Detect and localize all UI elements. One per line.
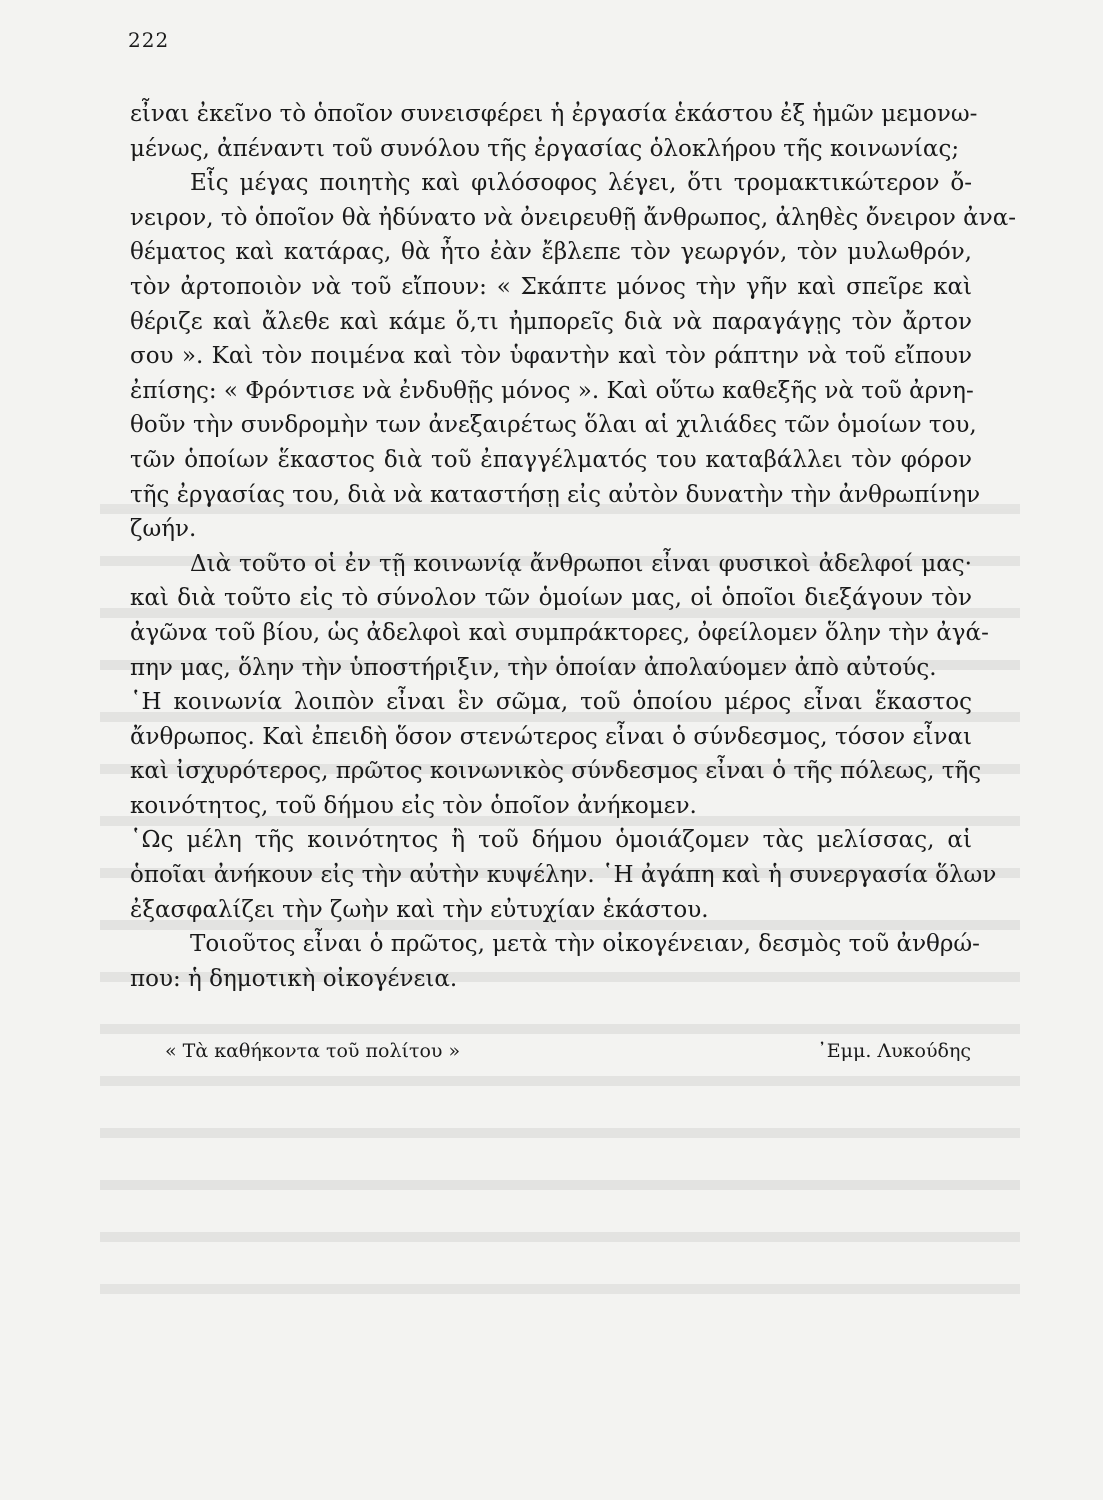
text-line: καὶ ἰσχυρότερος, πρῶτος κοινωνικὸς σύνδεσμος εἶναι ὁ τῆς πόλεως, τῆς	[130, 758, 982, 785]
paragraph	[130, 685, 982, 823]
text-line: Τοιοῦτος εἶναι ὁ πρῶτος, μετὰ τὴν οἰκογένειαν, δεσμὸς τοῦ ἀνθρώ-	[190, 931, 980, 958]
text-line: ἐπίσης: « Φρόντισε νὰ ἐνδυθῇς μόνος ». Καὶ οὕτω καθεξῆς νὰ τοῦ ἀρνη-	[130, 377, 974, 404]
author-name: ᾿Εμμ. Λυκούδης	[817, 1040, 971, 1062]
text-line: κοινότητος, τοῦ δήμου εἰς τὸν ὁποῖον ἀνήκομεν.	[130, 792, 697, 819]
body-text	[130, 97, 1016, 996]
text-line: Διὰ τοῦτο οἱ ἐν τῇ κοινωνίᾳ ἄνθρωποι εἶναι φυσικοὶ ἀδελφοί μας·	[190, 550, 972, 577]
text-line: τῶν ὁποίων ἕκαστος διὰ τοῦ ἐπαγγέλματός του καταβάλλει τὸν φόρον	[130, 446, 972, 473]
paragraph	[130, 823, 997, 927]
text-line: νειρον, τὸ ὁποῖον θὰ ἠδύνατο νὰ ὀνειρευθῇ ἄνθρωπος, ἀληθὲς ὄνειρον ἀνα-	[130, 204, 1016, 231]
text-line: μένως, ἀπέναντι τοῦ συνόλου τῆς ἐργασίας ὁλοκλήρου τῆς κοινωνίας;	[130, 135, 960, 162]
paragraph	[130, 97, 978, 166]
text-line: ἐξασφαλίζει τὴν ζωὴν καὶ τὴν εὐτυχίαν ἑκάστου.	[130, 896, 709, 923]
source-title: « Τὰ καθήκοντα τοῦ πολίτου »	[165, 1040, 461, 1062]
text-line: που: ἡ δημοτικὴ οἰκογένεια.	[130, 965, 458, 992]
text-line: θέριζε καὶ ἄλεθε καὶ κάμε ὅ,τι ἠμπορεῖς διὰ νὰ παραγάγῃς τὸν ἄρτον	[130, 308, 972, 335]
text-line: θέματος καὶ κατάρας, θὰ ἦτο ἐὰν ἔβλεπε τὸν γεωργόν, τὸν μυλωθρόν,	[130, 239, 972, 266]
paragraph	[130, 927, 980, 996]
text-line: σου ». Καὶ τὸν ποιμένα καὶ τὸν ὑφαντὴν καὶ τὸν ράπτην νὰ τοῦ εἴπουν	[130, 343, 972, 370]
text-line: τῆς ἐργασίας του, διὰ νὰ καταστήσῃ εἰς αὐτὸν δυνατὴν τὴν ἀνθρωπίνην	[130, 481, 981, 508]
text-line: ἀγῶνα τοῦ βίου, ὡς ἀδελφοὶ καὶ συμπράκτορες, ὀφείλομεν ὅλην τὴν ἀγά-	[130, 619, 989, 646]
text-line: ζωήν.	[130, 516, 197, 543]
attribution	[165, 1040, 971, 1070]
text-line: ῾Η κοινωνία λοιπὸν εἶναι ἓν σῶμα, τοῦ ὁποίου μέρος εἶναι ἕκαστος	[130, 689, 972, 716]
text-line: τὸν ἀρτοποιὸν νὰ τοῦ εἴπουν: « Σκάπτε μόνος τὴν γῆν καὶ σπεῖρε καὶ	[130, 273, 972, 300]
page-number: 222	[128, 28, 170, 52]
text-line: ὁποῖαι ἀνήκουν εἰς τὴν αὐτὴν κυψέλην. ῾Η ἀγάπη καὶ ἡ συνεργασία ὅλων	[130, 862, 997, 889]
text-line: Εἷς μέγας ποιητὴς καὶ φιλόσοφος λέγει, ὅτι τρομακτικώτερον ὄ-	[190, 170, 972, 197]
text-line: ἄνθρωπος. Καὶ ἐπειδὴ ὅσον στενώτερος εἶναι ὁ σύνδεσμος, τόσον εἶναι	[130, 723, 972, 750]
text-line: πην μας, ὅλην τὴν ὑποστήριξιν, τὴν ὁποίαν ἀπολαύομεν ἀπὸ αὐτούς.	[130, 654, 937, 681]
text-line: εἶναι ἐκεῖνο τὸ ὁποῖον συνεισφέρει ἡ ἐργασία ἑκάστου ἐξ ἡμῶν μεμονω-	[130, 101, 978, 127]
paragraph	[130, 547, 989, 685]
paragraph	[130, 166, 1016, 547]
text-line: ῾Ως μέλη τῆς κοινότητος ἢ τοῦ δήμου ὁμοιάζομεν τὰς μελίσσας, αἱ	[130, 827, 972, 854]
text-line: θοῦν τὴν συνδρομὴν των ἀνεξαιρέτως ὅλαι αἱ χιλιάδες τῶν ὁμοίων του,	[130, 412, 977, 439]
text-line: καὶ διὰ τοῦτο εἰς τὸ σύνολον τῶν ὁμοίων μας, οἱ ὁποῖοι διεξάγουν τὸν	[130, 585, 972, 612]
